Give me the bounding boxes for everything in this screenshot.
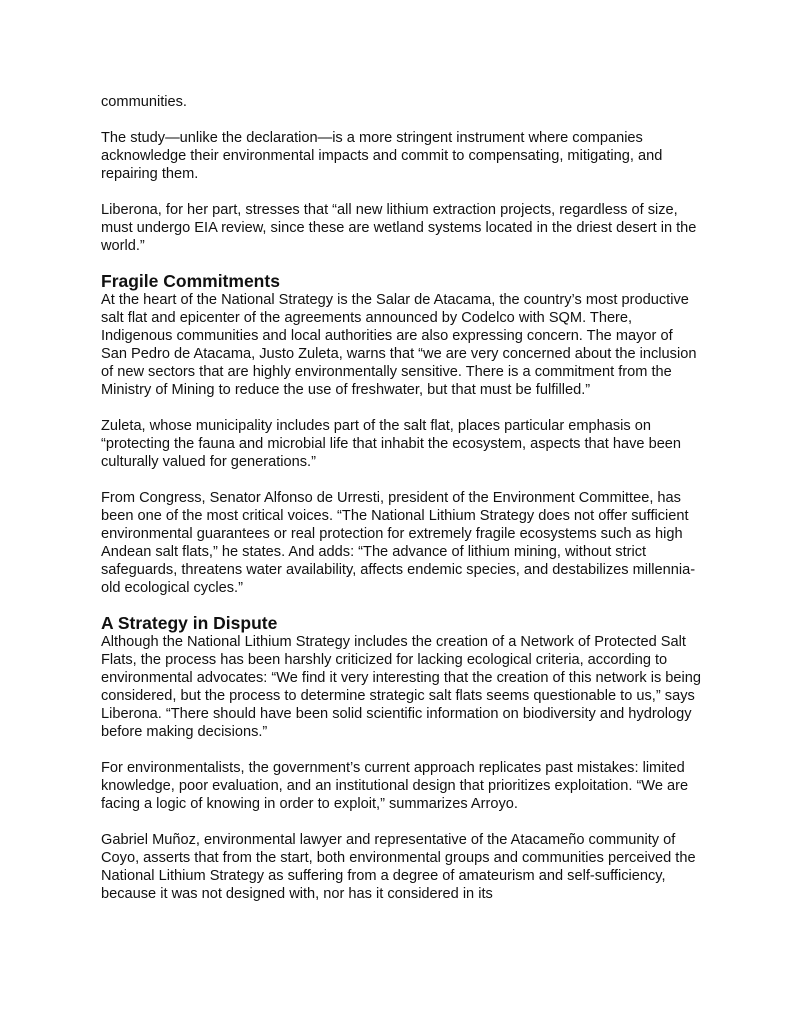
heading-strategy-in-dispute: A Strategy in Dispute	[101, 613, 278, 633]
paragraph-study: The study—unlike the declaration—is a more stringent instrument where companies acknowledge their environmental impacts and commit to compensating, mitigating, and repairing them.	[101, 130, 663, 182]
document-page	[101, 93, 701, 921]
paragraph-gabriel-munoz: Gabriel Muñoz, environmental lawyer and representative of the Atacameño community of Coyo, asserts that from the start, both environmental groups and communities perceived the National Lithium Strategy as suffering from a degree of amateurism and self-sufficiency, because it was not designed with, nor has it considered in its	[101, 832, 696, 902]
paragraph-de-urresti: From Congress, Senator Alfonso de Urresti, president of the Environment Committee, has been one of the most critical voices. “The National Lithium Strategy does not offer sufficient environmental guarantees or real protection for extremely fragile ecosystems such as high Andean salt flats,” he states. And adds: “The advance of lithium mining, without strict safeguards, threatens water availability, affects endemic species, and destabilizes millennia-old ecological cycles.”	[101, 490, 696, 596]
paragraph-salar-de-atacama: At the heart of the National Strategy is the Salar de Atacama, the country’s most productive salt flat and epicenter of the agreements announced by Codelco with SQM. There, Indigenous communities and local authorities are also expressing concern. The mayor of San Pedro de Atacama, Justo Zuleta, warns that “we are very concerned about the inclusion of new sectors that are highly environmentally sensitive. There is a commitment from the Ministry of Mining to reduce the use of freshwater, but that must be fulfilled.”	[101, 292, 697, 398]
paragraph-liberona-quote: Liberona, for her part, stresses that “all new lithium extraction projects, regardless of size, must undergo EIA review, since these are wetland systems located in the driest desert in the world.”	[101, 202, 697, 254]
paragraph-continuation: communities.	[101, 94, 187, 110]
paragraph-environmentalists: For environmentalists, the government’s current approach replicates past mistakes: limited knowledge, poor evaluation, and an institutional design that prioritizes exploitation. “We are facing a logic of knowing in order to exploit,” summarizes Arroyo.	[101, 760, 689, 812]
paragraph-zuleta: Zuleta, whose municipality includes part of the salt flat, places particular emphasis on “protecting the fauna and microbial life that inhabit the ecosystem, aspects that have been culturally valued for generations.”	[101, 418, 682, 470]
heading-fragile-commitments: Fragile Commitments	[101, 271, 280, 291]
paragraph-protected-salt-flats: Although the National Lithium Strategy includes the creation of a Network of Protected Salt Flats, the process has been harshly criticized for lacking ecological criteria, according to environmental advocates: “We find it very interesting that the creation of this network is being considered, but the process to determine strategic salt flats seems questionable to us,” says Liberona. “There should have been solid scientific information on biodiversity and hydrology before making decisions.”	[101, 634, 702, 740]
